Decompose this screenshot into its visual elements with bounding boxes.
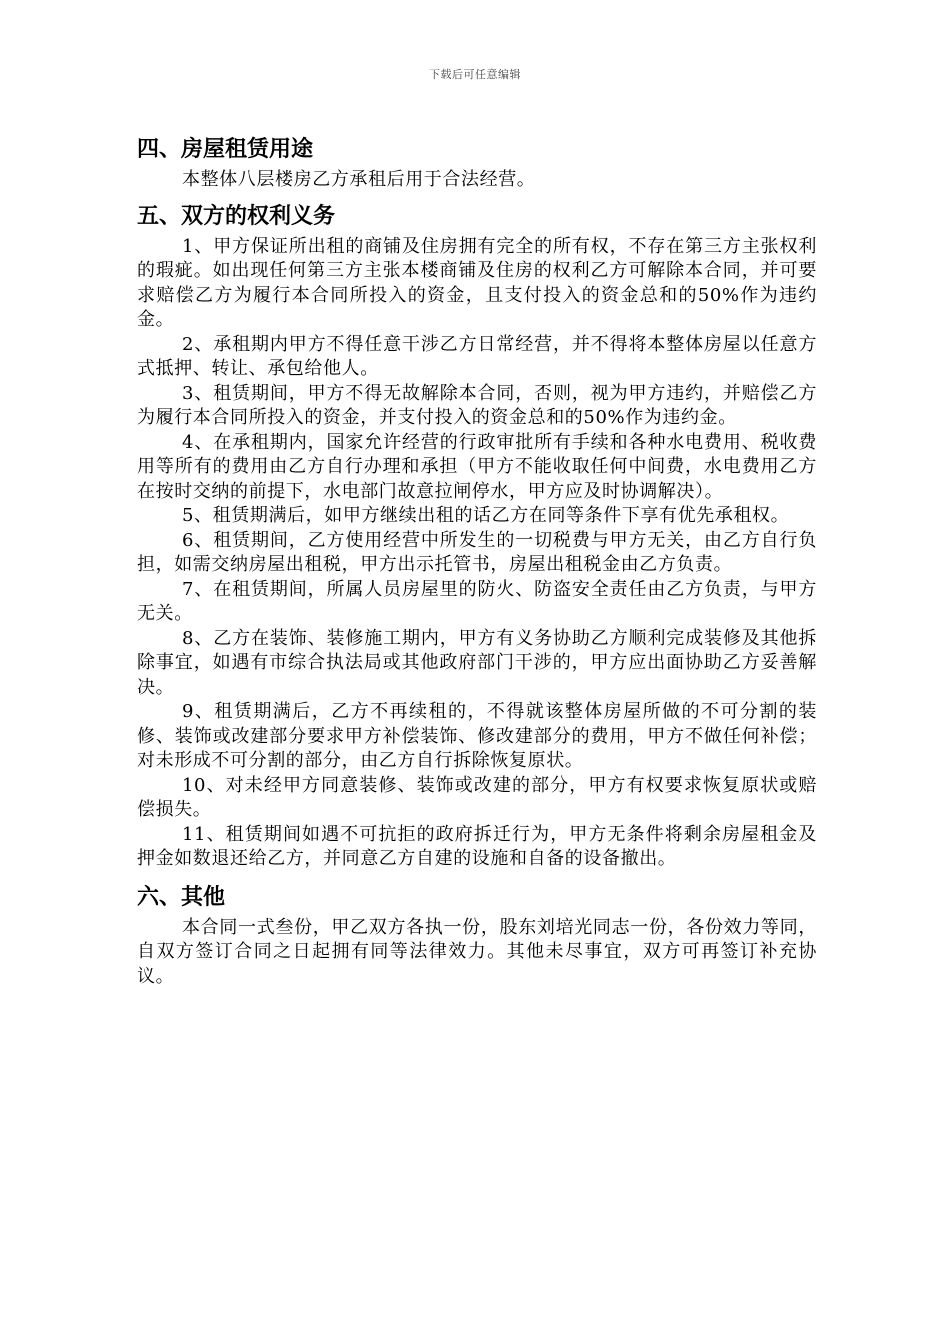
clause-2: 2、承租期内甲方不得任意干涉乙方日常经营，并不得将本整体房屋以任意方式抵押、转让、承包给他人。 (137, 333, 817, 379)
clause-11: 11、租赁期间如遇不可抗拒的政府拆迁行为，甲方无条件将剩余房屋租金及押金如数退还给乙方，并同意乙方自建的设施和自备的设备撤出。 (137, 823, 817, 869)
paragraph: 本合同一式叁份，甲乙双方各执一份，股东刘培光同志一份，各份效力等同，自双方签订合同之日起拥有同等法律效力。其他未尽事宜，双方可再签订补充协议。 (137, 916, 817, 987)
clause-4: 4、在承租期内，国家允许经营的行政审批所有手续和各种水电费用、税收费用等所有的费用由乙方自行办理和承担（甲方不能收取任何中间费，水电费用乙方在按时交纳的前提下，水电部门故意拉闸停水，甲方应及时协调解决）。 (137, 431, 817, 502)
section-heading-usage: 四、房屋租赁用途 (137, 137, 314, 162)
clause-1: 1、甲方保证所出租的商铺及住房拥有完全的所有权，不存在第三方主张权利的瑕疵。如出现任何第三方主张本楼商铺及住房的权利乙方可解除本合同，并可要求赔偿乙方为履行本合同所投入的资金，且支付投入的资金总和的50%作为违约金。 (137, 235, 817, 330)
clause-7: 7、在租赁期间，所属人员房屋里的防火、防盗安全责任由乙方负责，与甲方无关。 (137, 578, 817, 624)
clause-9: 9、租赁期满后，乙方不再续租的，不得就该整体房屋所做的不可分割的装修、装饰或改建部分要求甲方补偿装饰、修改建部分的费用，甲方不做任何补偿；对未形成不可分割的部分，由乙方自行拆除恢复原状。 (137, 701, 817, 771)
page-header-note: 下载后可任意编辑 (429, 68, 521, 81)
section-heading-other: 六、其他 (137, 884, 226, 910)
clause-3: 3、租赁期间，甲方不得无故解除本合同，否则，视为甲方违约，并赔偿乙方为履行本合同所投入的资金，并支付投入的资金总和的50%作为违约金。 (137, 382, 817, 428)
document-body (137, 132, 817, 989)
clause-8: 8、乙方在装饰、装修施工期内，甲方有义务协助乙方顺利完成装修及其他拆除事宜，如遇有市综合执法局或其他政府部门干涉的，甲方应出面协助乙方妥善解决。 (137, 627, 817, 698)
section-heading-rights-obligations: 五、双方的权利义务 (137, 203, 336, 229)
clause-10: 10、对未经甲方同意装修、装饰或改建的部分，甲方有权要求恢复原状或赔偿损失。 (137, 774, 817, 820)
clause-6: 6、租赁期间，乙方使用经营中所发生的一切税费与甲方无关，由乙方自行负担，如需交纳房屋出租税，甲方出示托管书，房屋出租税金由乙方负责。 (137, 529, 817, 575)
clause-5: 5、租赁期满后，如甲方继续出租的话乙方在同等条件下享有优先承租权。 (182, 505, 790, 526)
paragraph: 本整体八层楼房乙方承租后用于合法经营。 (182, 169, 536, 190)
